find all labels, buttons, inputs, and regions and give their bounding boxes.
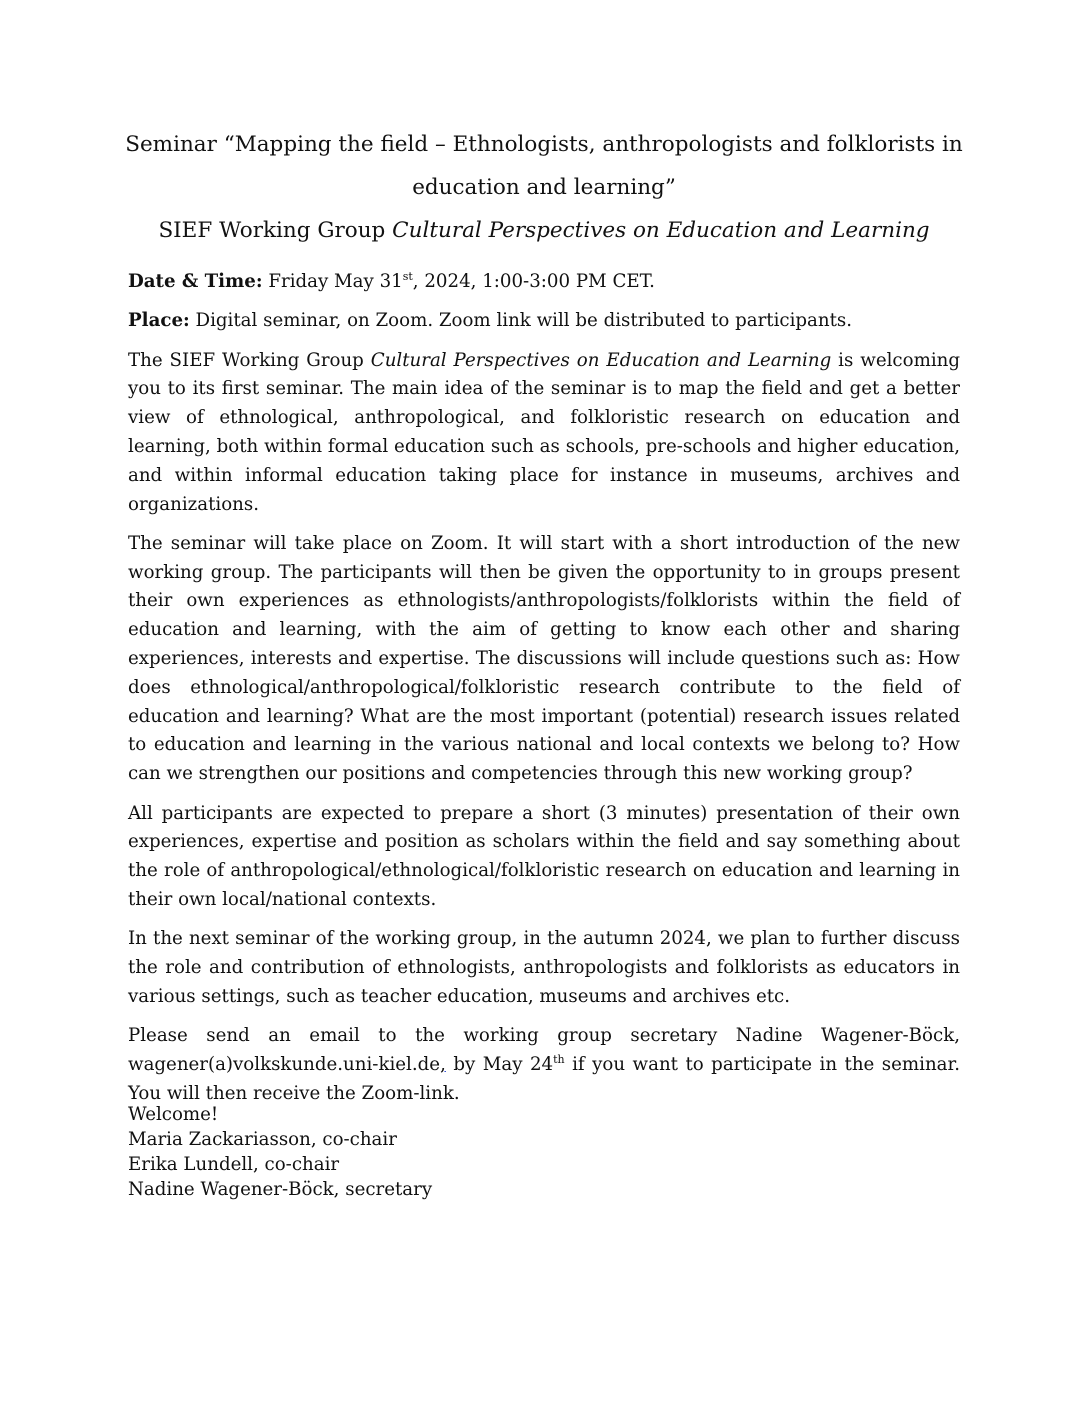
next-seminar-paragraph: In the next seminar of the working group, in the autumn 2024, we plan to further discuss the role and contribution of ethnologists, anthropologists and folklorists as educators in various settings, such as teacher education, museums and archives etc. bbox=[128, 928, 960, 1007]
welcome-line: Welcome! bbox=[128, 1104, 219, 1125]
signatory-line: Nadine Wagener-Böck, secretary bbox=[128, 1179, 433, 1200]
registration-deadline: by May 24 bbox=[445, 1053, 554, 1075]
place-line bbox=[128, 307, 960, 336]
seminar-title: Seminar “Mapping the field – Ethnologists, anthropologists and folklorists in education and learning” bbox=[125, 132, 963, 200]
registration-prefix: Please send an email to the working group secretary Nadine Wagener-Böck, bbox=[128, 1025, 960, 1047]
place-text: Digital seminar, on Zoom. Zoom link will be distributed to participants. bbox=[189, 310, 853, 332]
registration-paragraph bbox=[128, 1022, 960, 1108]
place-label: Place: bbox=[128, 310, 190, 332]
subtitle-prefix: SIEF Working Group bbox=[158, 218, 393, 243]
preparation-paragraph: All participants are expected to prepare a short (3 minutes) presentation of their own experiences, expertise and position as scholars within the field and say something about the role of anthropological/ethnological/folkloristic research on education and learning in their own local/national contexts. bbox=[128, 802, 960, 910]
signatory-line: Erika Lundell, co-chair bbox=[128, 1154, 340, 1175]
document-body bbox=[128, 268, 960, 1119]
registration-rest: if you want to participate in the seminar. You will then receive the Zoom-link. bbox=[128, 1053, 960, 1104]
intro-paragraph bbox=[128, 347, 960, 520]
intro-group-name: Cultural Perspectives on Education and Learning bbox=[370, 349, 832, 371]
email-address: wagener(a)volkskunde.uni-kiel.de bbox=[128, 1053, 441, 1075]
email-link[interactable]: , bbox=[440, 1053, 446, 1075]
date-time-line bbox=[128, 268, 960, 297]
date-text: Friday May 31 bbox=[262, 271, 403, 292]
date-time-text: , 2024, 1:00-3:00 PM CET. bbox=[412, 271, 655, 292]
date-ordinal: st bbox=[402, 269, 413, 283]
intro-rest: is welcoming you to its first seminar. The main idea of the seminar is to map the field and get a better view of ethnological, anthropological, and folkloristic research on education and learning, both within formal education such as schools, pre-schools and higher education, and within informal education taking place for instance in museums, archives and organizations. bbox=[128, 349, 960, 515]
working-group-subtitle bbox=[120, 209, 968, 252]
deadline-ordinal: th bbox=[553, 1052, 565, 1066]
format-paragraph: The seminar will take place on Zoom. It will start with a short introduction of the new working group. The participants will then be given the opportunity to in groups present their own experiences as ethnologists/anthropologists/folklorists within the field of education and learning, with the aim of getting to know each other and sharing experiences, interests and expertise. The discussions will include questions such as: How does ethnological/anthropological/folkloristic research contribute to the field of education and learning? What are the most important (potential) research issues related to education and learning in the various national and local contexts we belong to? How can we strengthen our positions and competencies through this new working group? bbox=[128, 532, 960, 785]
intro-prefix: The SIEF Working Group bbox=[128, 349, 371, 371]
subtitle-group-name: Cultural Perspectives on Education and Learning bbox=[392, 218, 930, 243]
signatory-line: Maria Zackariasson, co-chair bbox=[128, 1129, 397, 1150]
date-time-label: Date & Time: bbox=[128, 271, 263, 292]
signoff-block bbox=[128, 1102, 728, 1202]
